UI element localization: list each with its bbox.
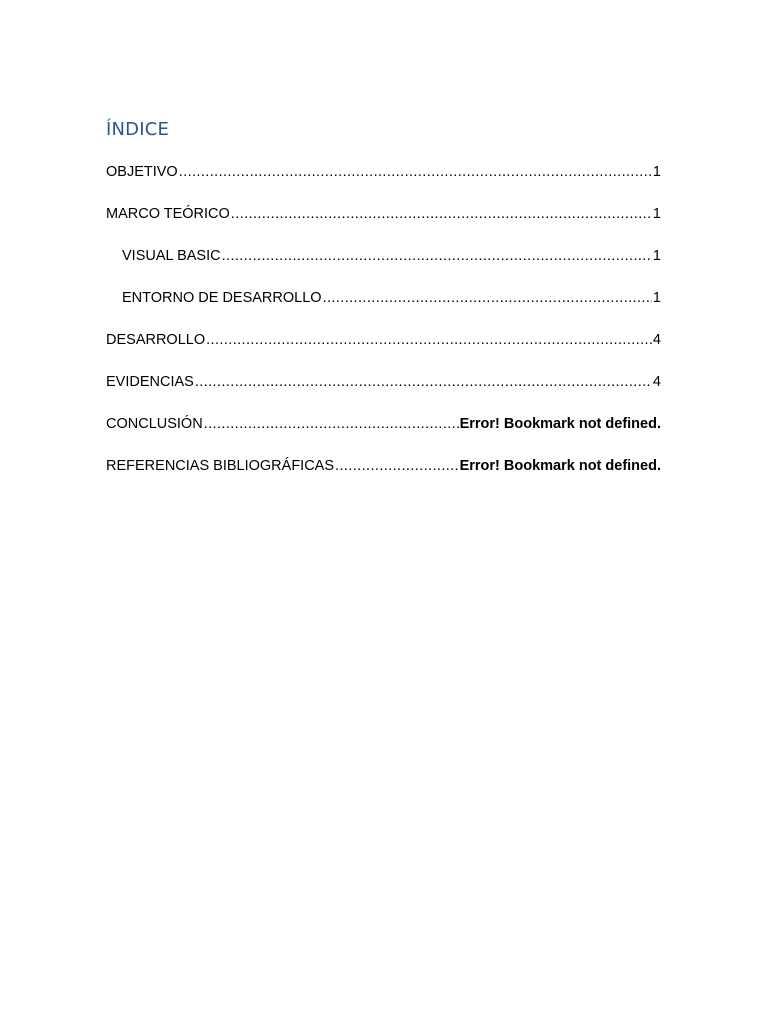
toc-dot-leader [323, 288, 652, 309]
toc-page-number: 4 [652, 332, 661, 348]
toc-dot-leader [204, 414, 459, 435]
toc-entry-label: EVIDENCIAS [106, 374, 194, 390]
toc-entry-conclusion[interactable] [106, 414, 661, 456]
toc-entry-evidencias[interactable] [106, 372, 661, 414]
toc-entry-entorno-de-desarrollo[interactable] [106, 288, 661, 330]
toc-entry-label: REFERENCIAS BIBLIOGRÁFICAS [106, 458, 335, 474]
toc-entry-label: OBJETIVO [106, 164, 178, 180]
toc-page-number: 1 [652, 248, 661, 264]
toc-dot-leader [222, 246, 652, 267]
toc-entry-referencias-bibliograficas[interactable] [106, 456, 661, 498]
toc-dot-leader [231, 204, 652, 225]
toc-heading: ÍNDICE [106, 119, 170, 141]
toc-entry-label: VISUAL BASIC [122, 248, 221, 264]
toc-entry-desarrollo[interactable] [106, 330, 661, 372]
toc-dot-leader [179, 162, 652, 183]
toc-page-number: 1 [652, 206, 661, 222]
toc-page-number: 1 [652, 164, 661, 180]
toc-dot-leader [335, 456, 459, 477]
toc-entry-label: CONCLUSIÓN [106, 416, 203, 432]
toc-entry-marco-teorico[interactable] [106, 204, 661, 246]
toc-error-message: Error! Bookmark not defined. [459, 458, 661, 474]
toc-entry-label: DESARROLLO [106, 332, 206, 348]
toc-page-number: 1 [652, 290, 661, 306]
toc-entry-label: ENTORNO DE DESARROLLO [122, 290, 322, 306]
toc-dot-leader [195, 372, 652, 393]
toc-error-message: Error! Bookmark not defined. [459, 416, 661, 432]
toc-entry-label: MARCO TEÓRICO [106, 206, 230, 222]
toc-dot-leader [206, 330, 652, 351]
toc-page-number: 4 [652, 374, 661, 390]
toc-entry-objetivo[interactable] [106, 162, 661, 204]
table-of-contents [106, 162, 661, 498]
toc-entry-visual-basic[interactable] [106, 246, 661, 288]
